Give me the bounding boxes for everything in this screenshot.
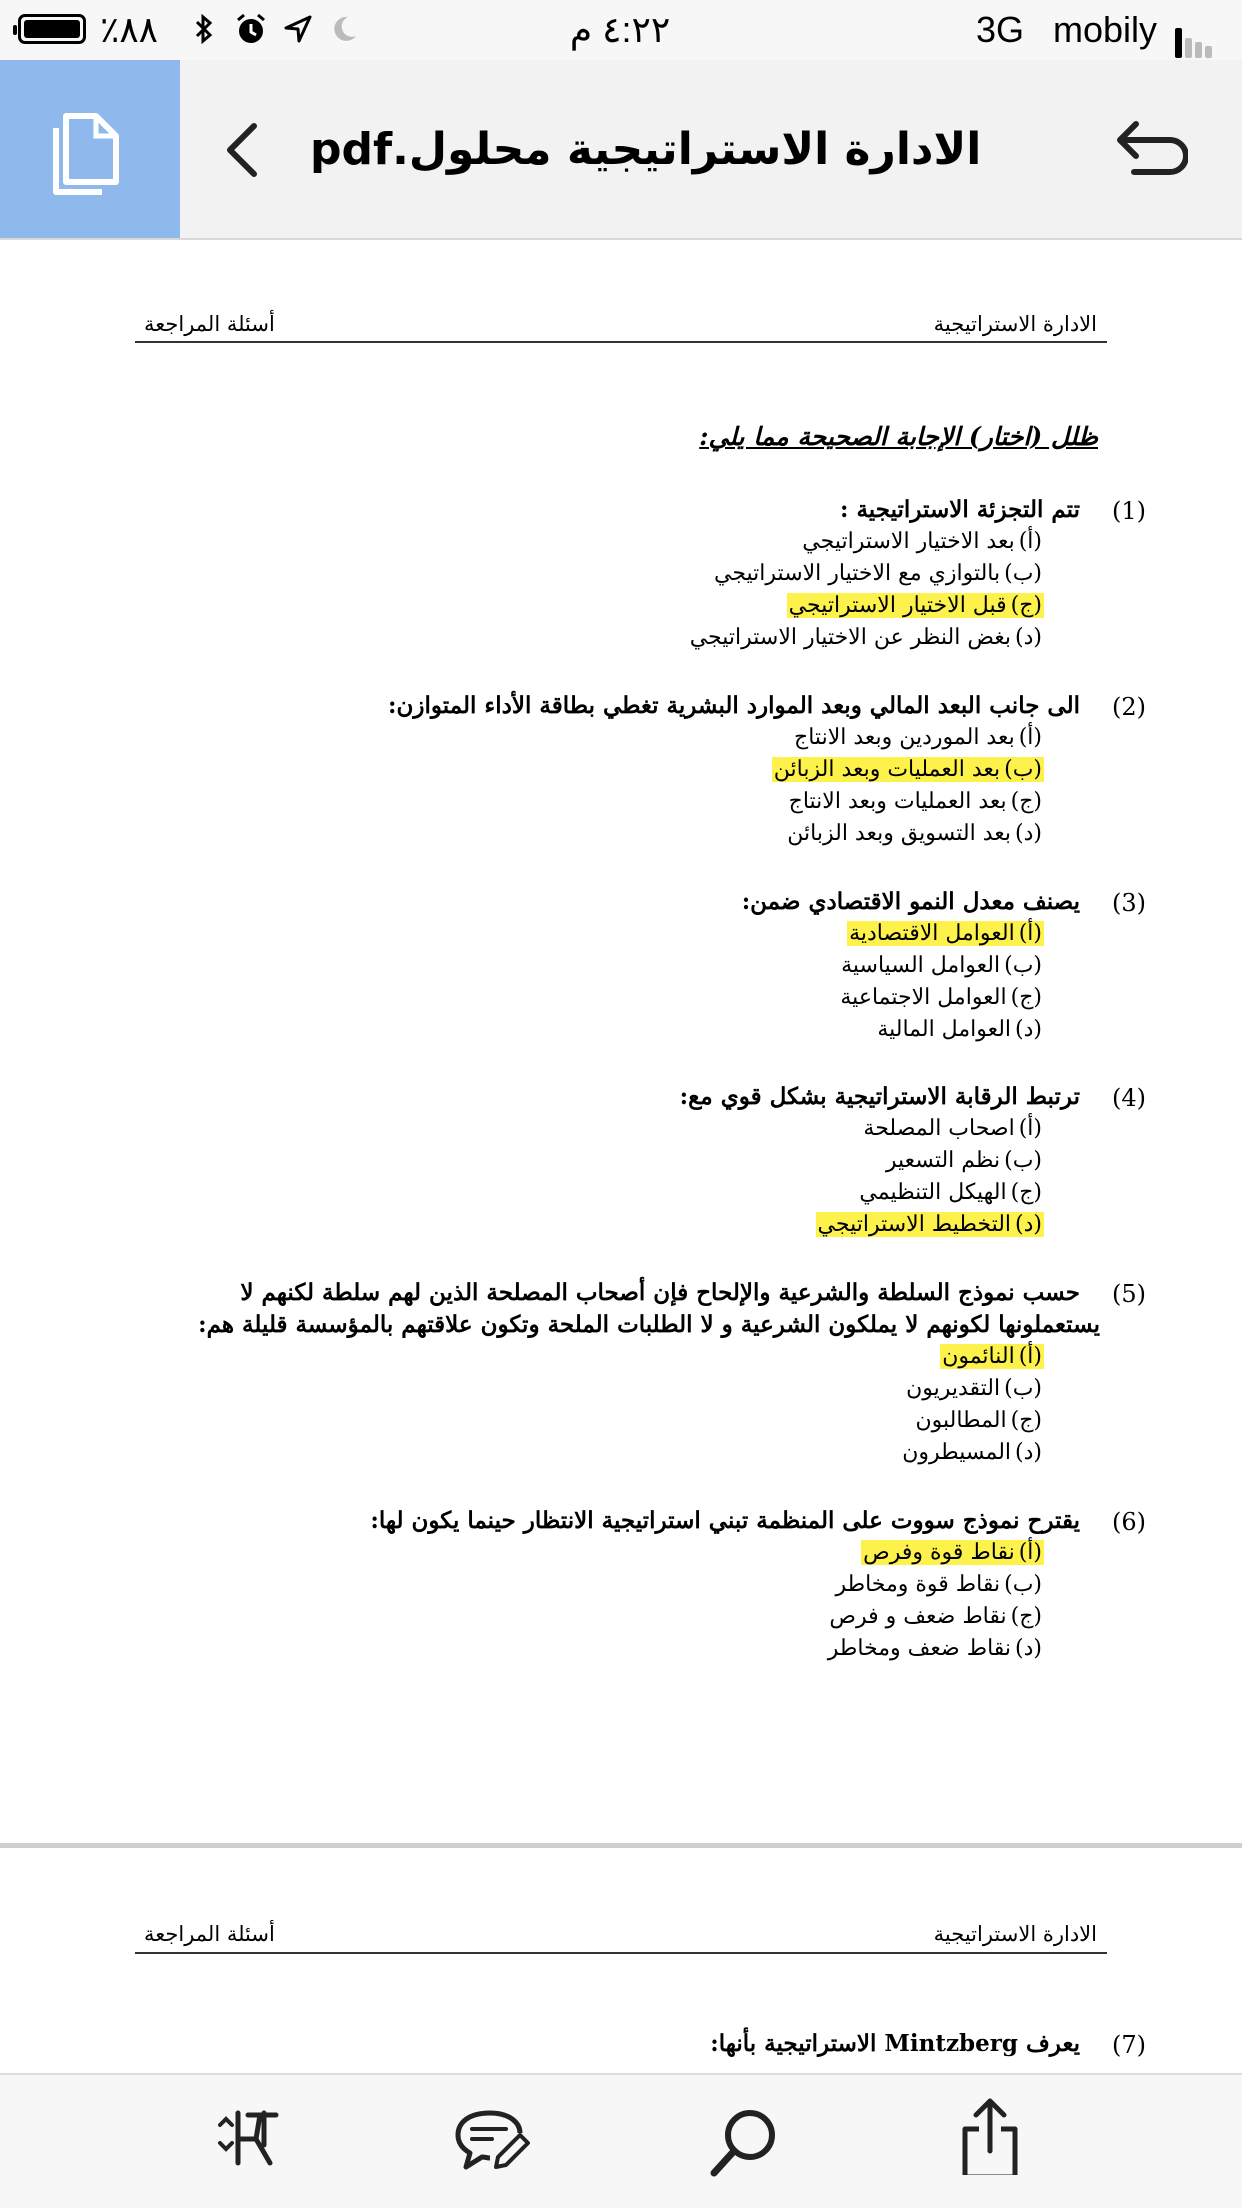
question-text: ترتبط الرقابة الاستراتيجية بشكل قوي مع: <box>679 1083 1080 1110</box>
option-d: (د)بعد التسويق وبعد الزبائن <box>787 821 1042 846</box>
status-bar <box>0 0 1242 60</box>
option-b: (ب)نقاط قوة ومخاطر <box>835 1572 1042 1597</box>
question-number: (7) <box>1112 2031 1146 2059</box>
moon-icon <box>330 14 358 44</box>
question-text: يقترح نموذج سووت على المنظمة تبني استراتيجية الانتظار حينما يكون لها: <box>370 1507 1080 1534</box>
carrier-name: mobily <box>1053 9 1158 50</box>
bluetooth-icon <box>194 14 214 44</box>
question-text-continued: يستعملونها لكونهم لا يملكون الشرعية و لا الطلبات الملحة وتكون علاقتهم بالمؤسسة قليلة هم: <box>198 1311 1100 1338</box>
option-a: (أ)نقاط قوة وفرص <box>863 1540 1042 1565</box>
signal-strength-icon <box>1172 14 1212 58</box>
option-b: (ب)العوامل السياسية <box>841 953 1042 978</box>
question-5 <box>198 1277 1146 1469</box>
option-c: (ج)قبل الاختيار الاستراتيجي <box>788 593 1042 618</box>
question-text: الى جانب البعد المالي وبعد الموارد البشرية تغطي بطاقة الأداء المتوازن: <box>388 692 1080 719</box>
option-a: (أ)اصحاب المصلحة <box>863 1116 1042 1141</box>
bottom-toolbar <box>0 2073 1242 2208</box>
share-icon[interactable] <box>955 2095 1035 2175</box>
page-header-right: الادارة الاستراتيجية <box>933 1922 1097 1946</box>
option-c: (ج)نقاط ضعف و فرص <box>829 1604 1042 1629</box>
question-number: (6) <box>1112 1508 1146 1536</box>
option-c: (ج)الهيكل التنظيمي <box>859 1180 1042 1205</box>
comment-icon[interactable] <box>452 2105 532 2185</box>
option-c: (ج)المطالبون <box>915 1408 1042 1433</box>
option-b: (ب)نظم التسعير <box>885 1148 1042 1173</box>
edit-signature-icon[interactable] <box>208 2105 288 2185</box>
search-icon[interactable] <box>706 2105 786 2185</box>
question-7 <box>710 2028 1146 2060</box>
location-icon <box>283 14 313 44</box>
chevron-left-icon[interactable] <box>222 122 262 178</box>
option-b: (ب)بالتوازي مع الاختيار الاستراتيجي <box>714 561 1042 586</box>
alarm-icon <box>235 12 267 46</box>
option-c: (ج)بعد العمليات وبعد الانتاج <box>788 789 1042 814</box>
question-number: (1) <box>1112 497 1146 525</box>
undo-icon[interactable] <box>1112 116 1188 176</box>
option-d: (د)التخطيط الاستراتيجي <box>817 1212 1042 1237</box>
option-a: (أ)النائمون <box>942 1344 1042 1369</box>
page-header-left: أسئلة المراجعة <box>144 312 275 336</box>
question-3 <box>741 886 1146 1046</box>
page-header-right: الادارة الاستراتيجية <box>933 312 1097 336</box>
question-text: حسب نموذج السلطة والشرعية والإلحاح فإن أصحاب المصلحة الذين لهم سلطة لكنهم لا <box>240 1279 1080 1306</box>
question-text: يصنف معدل النمو الاقتصادي ضمن: <box>741 888 1080 915</box>
network-type: 3G <box>976 9 1025 50</box>
page-header-left: أسئلة المراجعة <box>144 1922 275 1946</box>
navigation-bar <box>0 60 1242 240</box>
battery-icon <box>18 14 86 44</box>
header-divider <box>135 341 1107 343</box>
option-d: (د)المسيطرون <box>902 1440 1042 1465</box>
document-title: الادارة الاستراتيجية محلول.pdf <box>310 124 982 175</box>
pdf-page-2[interactable] <box>0 1848 1242 2073</box>
question-4 <box>679 1081 1146 1241</box>
question-number: (2) <box>1112 693 1146 721</box>
header-divider <box>135 1952 1107 1954</box>
option-d: (د)نقاط ضعف ومخاطر <box>827 1636 1042 1661</box>
question-text: يعرف Mintzberg الاستراتيجية بأنها: <box>710 2030 1080 2057</box>
question-number: (5) <box>1112 1280 1146 1308</box>
clock: ٤:٢٢ م <box>569 9 671 50</box>
option-a: (أ)بعد الموردين وبعد الانتاج <box>794 725 1042 750</box>
question-number: (4) <box>1112 1084 1146 1112</box>
option-d: (د)العوامل المالية <box>877 1017 1042 1042</box>
option-a: (أ)بعد الاختيار الاستراتيجي <box>802 529 1042 554</box>
instruction-heading: ظلل (اختار) الإجابة الصحيحة مما يلي: <box>699 422 1098 451</box>
option-b: (ب)التقديريون <box>906 1376 1042 1401</box>
option-d: (د)بغض النظر عن الاختيار الاستراتيجي <box>689 625 1042 650</box>
option-a: (أ)العوامل الاقتصادية <box>849 921 1042 946</box>
option-b: (ب)بعد العمليات وبعد الزبائن <box>773 757 1042 782</box>
document-tab[interactable] <box>0 60 180 238</box>
question-1 <box>688 494 1146 654</box>
battery-percent: ٪٨٨ <box>100 9 159 50</box>
option-c: (ج)العوامل الاجتماعية <box>840 985 1042 1010</box>
question-6 <box>370 1505 1146 1665</box>
question-2 <box>388 690 1146 850</box>
document-icon <box>50 110 126 196</box>
question-text: تتم التجزئة الاستراتيجية : <box>839 496 1080 523</box>
question-number: (3) <box>1112 889 1146 917</box>
